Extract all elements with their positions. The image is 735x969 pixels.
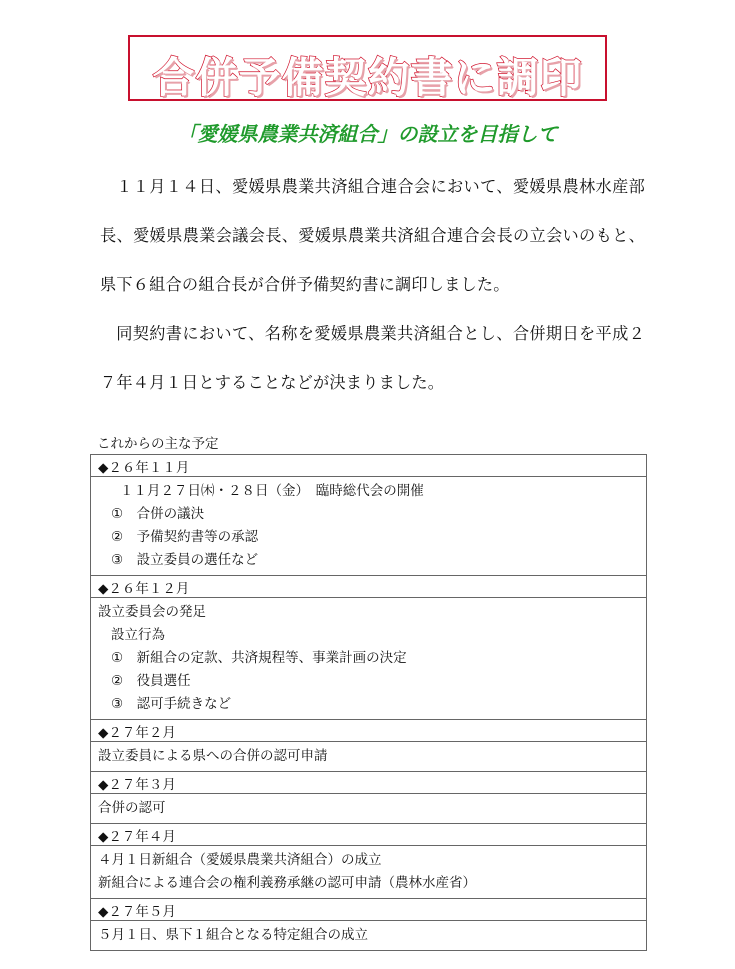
schedule-heading-2014-12: ◆２６年１２月 [91,576,647,598]
title-banner [128,35,607,101]
schedule-line: ② 予備契約書等の承認 [111,529,259,545]
schedule-heading-2014-11: ◆２６年１１月 [91,455,647,477]
schedule-line: ③ 設立委員の選任など [111,552,259,568]
paragraph-announcement: １１月１４日、愛媛県農業共済組合連合会において、愛媛県農林水産部長、愛媛県農業会議会長、愛媛県農業共済組合連合会長の立会いのもと、県下６組合の組合長が合併予備契約書に調印しました。 [100,177,645,294]
schedule-line: ③ 認可手続きなど [111,696,232,712]
paragraph-agreement: 同契約書において、名称を愛媛県農業共済組合とし、合併期日を平成２７年４月１日とすることなどが決まりました。 [100,324,645,392]
schedule-heading-2015-02: ◆２７年２月 [91,720,647,742]
schedule-caption: これからの主な予定 [97,436,219,452]
schedule-line: 新組合による連合会の権利義務承継の認可申請（農林水産省） [98,875,476,891]
schedule-line: ② 役員選任 [111,673,191,689]
schedule-line: ① 新組合の定款、共済規程等、事業計画の決定 [111,650,407,666]
page-title: 合併予備契約書に調印 [152,53,583,102]
schedule-line: ５月１日、県下１組合となる特定組合の成立 [98,927,368,943]
schedule-line: 設立委員による県への合併の認可申請 [98,748,328,764]
schedule-heading-2015-03: ◆２７年３月 [91,772,647,794]
schedule-table [90,454,647,951]
schedule-line: 合併の認可 [98,800,166,816]
schedule-line: 設立行為 [111,627,165,643]
subtitle: 「愛媛県農業共済組合」の設立を目指して [177,122,558,146]
article-body [100,162,645,407]
schedule-line: ① 合併の議決 [111,506,205,522]
schedule-line: １１月２７日㈭・２８日（金） 臨時総代会の開催 [120,483,424,499]
schedule-line: 設立委員会の発足 [98,604,206,620]
schedule-body-2015-04 [91,846,647,899]
schedule-body-2015-05 [91,921,647,951]
schedule-body-2015-02 [91,742,647,772]
schedule-body-2015-03 [91,794,647,824]
schedule-heading-2015-04: ◆２７年４月 [91,824,647,846]
schedule-line: ４月１日新組合（愛媛県農業共済組合）の成立 [98,852,382,868]
schedule-heading-2015-05: ◆２７年５月 [91,899,647,921]
schedule-body-2014-11 [91,477,647,576]
schedule-body-2014-12 [91,598,647,720]
